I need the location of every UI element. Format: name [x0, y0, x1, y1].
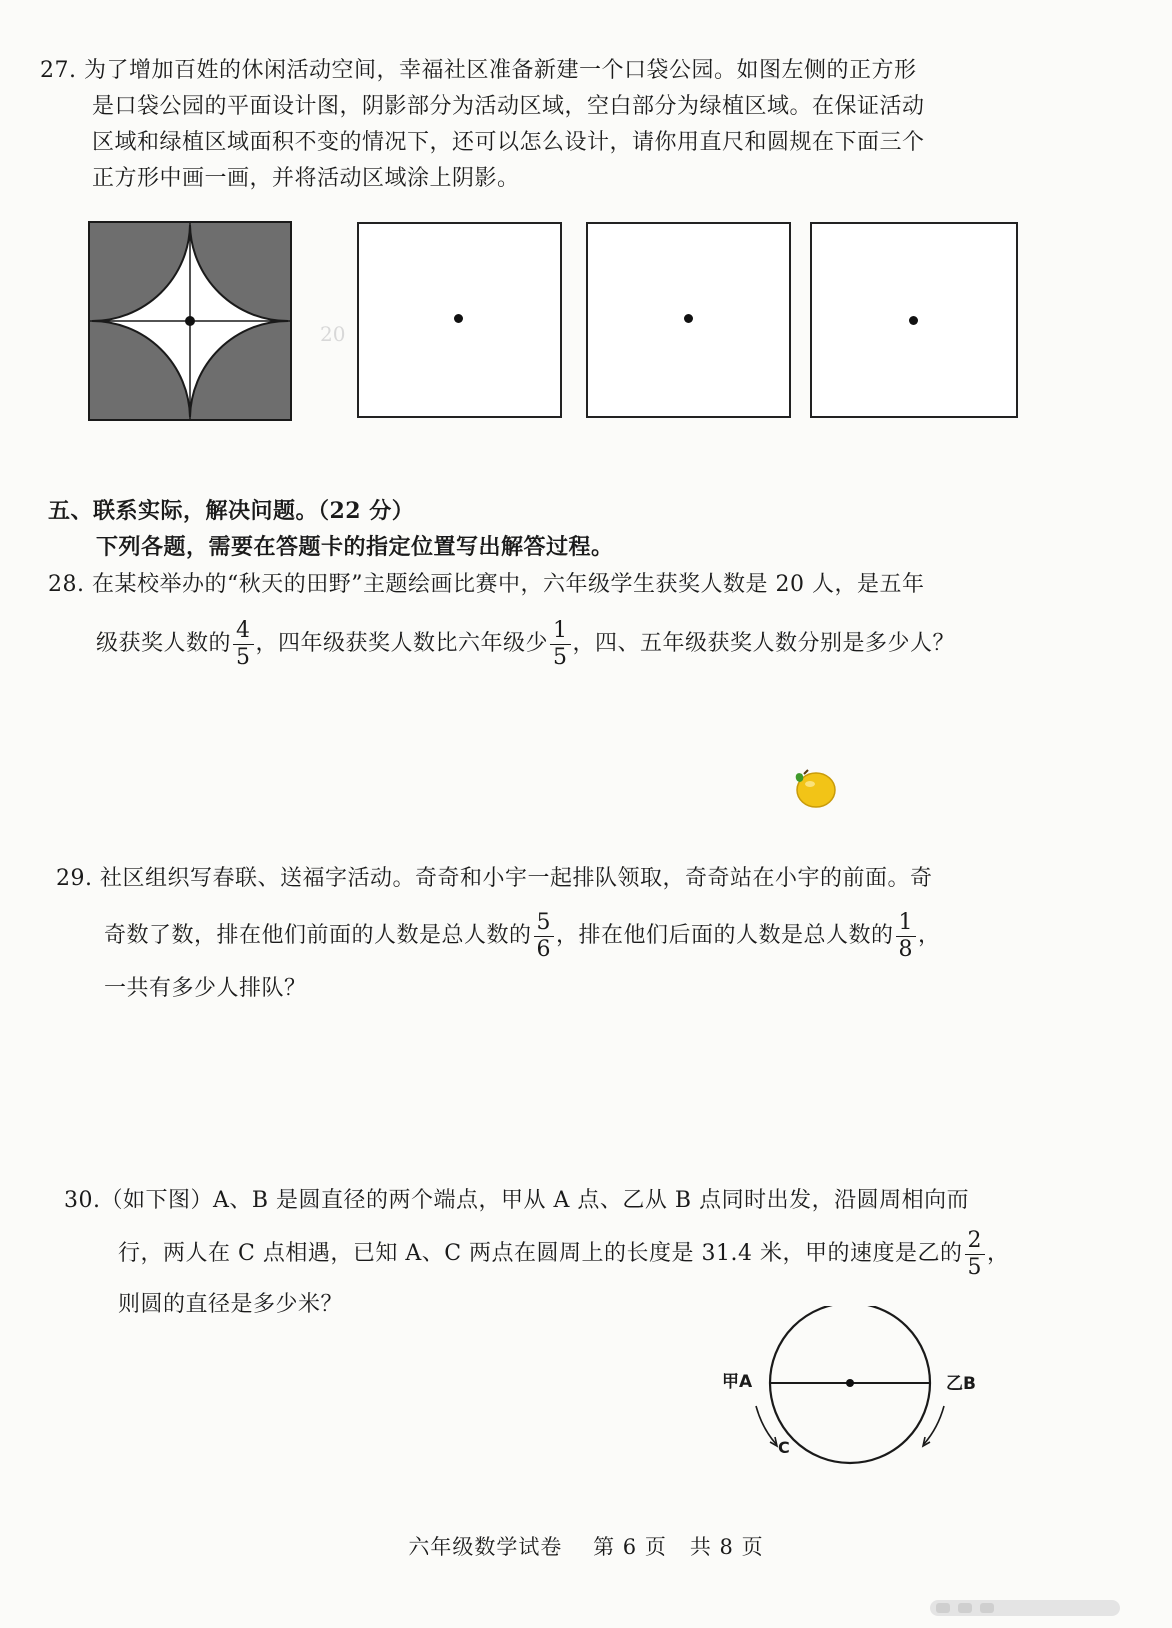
fraction-numerator: 4 — [233, 618, 254, 645]
section-title: 五、联系实际，解决问题。（22 分） — [48, 498, 415, 524]
footer-subject: 六年级数学试卷 — [408, 1535, 563, 1559]
fraction-denominator: 5 — [553, 644, 568, 670]
q29-text: ，排在他们后面的人数是总人数的 — [556, 923, 894, 948]
circle-diagram — [716, 1306, 996, 1486]
jia-direction-arrow — [756, 1406, 776, 1444]
q30-text: 行，两人在 C 点相遇，已知 A、C 两点在圆周上的长度是 31.4 米，甲的速度是乙的 — [118, 1241, 963, 1266]
center-dot — [684, 314, 693, 323]
q30-line-3: 则圆的直径是多少米？ — [118, 1292, 344, 1317]
fraction-denominator: 5 — [967, 1254, 982, 1280]
watermark-icon — [930, 1596, 1130, 1620]
q28-text: ，四、五年级获奖人数分别是多少人？ — [572, 631, 956, 656]
q29-text: 奇数了数，排在他们前面的人数是总人数的 — [104, 923, 532, 948]
label-yi-b: 乙B — [946, 1374, 976, 1394]
q29-text: ， — [918, 923, 941, 948]
center-dot — [185, 316, 195, 326]
lemon-icon — [790, 762, 840, 812]
fraction — [896, 910, 917, 963]
q28-line-2 — [96, 614, 955, 674]
center-dot — [846, 1379, 854, 1387]
park-design-figure — [88, 221, 292, 421]
q28-line-1: 28. 在某校举办的“秋天的田野”主题绘画比赛中，六年级学生获奖人数是 20 人，是五年 — [48, 572, 925, 597]
fraction — [965, 1228, 986, 1281]
fraction-numerator: 5 — [534, 910, 555, 937]
page-footer — [0, 1531, 1172, 1561]
q27-line-3: 区域和绿植区域面积不变的情况下，还可以怎么设计，请你用直尺和圆规在下面三个 — [92, 130, 925, 155]
q29-line-3: 一共有多少人排队？ — [104, 976, 307, 1001]
q30-line-1: 30.（如下图）A、B 是圆直径的两个端点，甲从 A 点、乙从 B 点同时出发，沿圆周相向而 — [64, 1188, 970, 1213]
fraction — [233, 618, 254, 671]
section-instruction: 下列各题，需要在答题卡的指定位置写出解答过程。 — [96, 534, 614, 560]
q27-line-1: 27. 为了增加百姓的休闲活动空间，幸福社区准备新建一个口袋公园。如图左侧的正方形 — [40, 58, 917, 83]
q30-text: ， — [987, 1241, 1010, 1266]
q29-line-1: 29. 社区组织写春联、送福字活动。奇奇和小宇一起排队领取，奇奇站在小宇的前面。奇 — [56, 866, 933, 891]
fraction — [550, 618, 571, 671]
q28-text: 级获奖人数的 — [96, 631, 232, 656]
center-dot — [909, 316, 918, 325]
center-dot — [454, 314, 463, 323]
label-c: C — [778, 1438, 790, 1457]
fraction-denominator: 6 — [536, 936, 552, 962]
fraction-numerator: 1 — [896, 910, 917, 937]
footer-page: 第 6 页 — [593, 1535, 667, 1559]
label-jia-a: 甲A — [722, 1372, 753, 1392]
fraction-denominator: 8 — [898, 936, 914, 962]
footer-total: 共 8 页 — [689, 1535, 764, 1559]
q28-text: ，四年级获奖人数比六年级少 — [255, 631, 549, 656]
q30-line-2 — [118, 1224, 1010, 1284]
q29-line-2 — [104, 906, 941, 966]
fraction-numerator: 1 — [550, 618, 571, 645]
fraction-denominator: 5 — [236, 644, 251, 670]
q27-line-2: 是口袋公园的平面设计图，阴影部分为活动区域，空白部分为绿植区域。在保证活动 — [92, 94, 925, 119]
fraction — [534, 910, 555, 963]
yi-direction-arrow — [924, 1406, 944, 1444]
fraction-numerator: 2 — [965, 1228, 986, 1255]
q27-line-4: 正方形中画一画，并将活动区域涂上阴影。 — [92, 166, 520, 191]
bleed-through-text: 20 — [320, 322, 346, 346]
